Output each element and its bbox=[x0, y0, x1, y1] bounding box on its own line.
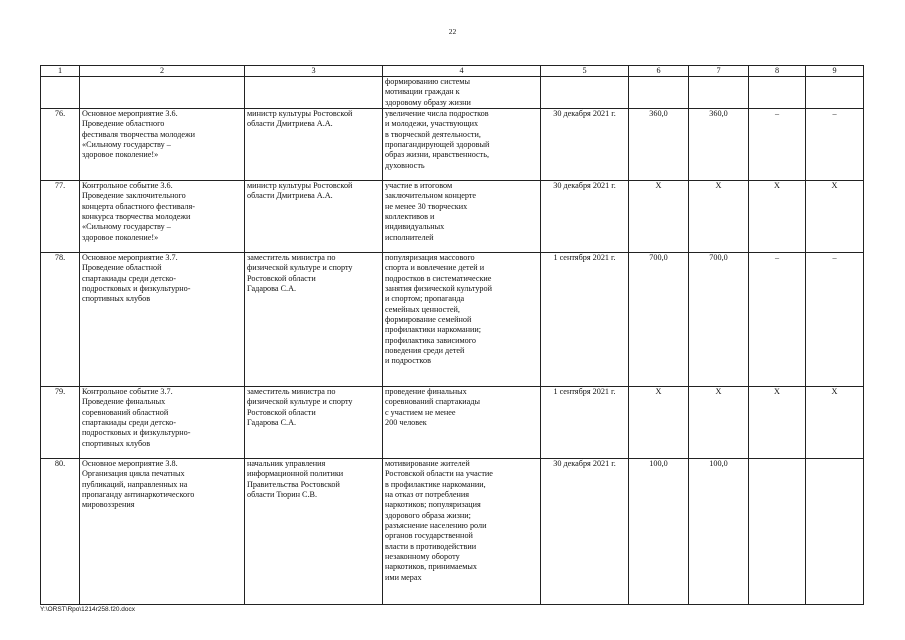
cell-text-line: соревнований областной bbox=[82, 407, 169, 417]
value-cell: 360,0 bbox=[629, 109, 689, 181]
cell-text-line: Проведение финальных bbox=[82, 397, 166, 407]
responsible-cell bbox=[245, 181, 383, 253]
responsible-cell bbox=[245, 387, 383, 459]
cell-text-line: подростковых и физкультурно- bbox=[82, 284, 191, 294]
activity-name-cell bbox=[80, 253, 245, 387]
cell-text-line: незаконному обороту bbox=[385, 552, 460, 562]
cell-text-line: пропагандирующей здоровый bbox=[385, 140, 490, 150]
row-number-cell: 79. bbox=[41, 387, 80, 459]
cell-text-line: подростковых и физкультурно- bbox=[82, 428, 191, 438]
responsible-cell bbox=[245, 459, 383, 605]
file-path-footer: Y:\ORST\Rpo\1214r258.f20.docx bbox=[40, 606, 136, 613]
row-number-cell bbox=[41, 77, 80, 109]
cell-text-line: 200 человек bbox=[385, 418, 427, 428]
value-cell: Х bbox=[749, 387, 806, 459]
row-number-cell: 78. bbox=[41, 253, 80, 387]
cell-text-line: пропаганду антинаркотического bbox=[82, 490, 195, 500]
cell-text-line: образ жизни, нравственность, bbox=[385, 150, 490, 160]
deadline-cell bbox=[541, 77, 629, 109]
cell-text-line: и спортом; пропаганда bbox=[385, 294, 465, 304]
result-cell bbox=[383, 253, 541, 387]
cell-text-line: спорта и вовлечение детей и bbox=[385, 263, 485, 273]
cell-text-line: мотивирование жителей bbox=[385, 459, 470, 469]
cell-text-line: исполнителей bbox=[385, 232, 434, 242]
responsible-cell bbox=[245, 77, 383, 109]
cell-text-line: Контрольное событие 3.7. bbox=[82, 387, 173, 397]
cell-text-line: спартакиады среди детско- bbox=[82, 273, 176, 283]
value-cell bbox=[629, 77, 689, 109]
cell-text-line: спортивных клубов bbox=[82, 294, 151, 304]
header-row bbox=[41, 66, 864, 77]
column-header: 2 bbox=[80, 66, 245, 77]
value-cell bbox=[689, 77, 749, 109]
deadline-cell: 30 декабря 2021 г. bbox=[541, 109, 629, 181]
value-cell: Х bbox=[689, 181, 749, 253]
page-number: 22 bbox=[448, 27, 457, 36]
cell-text-line: и молодежи, участвующих bbox=[385, 119, 479, 129]
value-cell: – bbox=[806, 109, 864, 181]
cell-text-line: здоровому образу жизни bbox=[385, 97, 471, 107]
value-cell: 700,0 bbox=[629, 253, 689, 387]
cell-text-line: начальник управления bbox=[247, 459, 326, 469]
cell-text-line: Основное мероприятие 3.8. bbox=[82, 459, 178, 469]
row-number-cell: 80. bbox=[41, 459, 80, 605]
cell-text-line: Ростовской области bbox=[247, 273, 316, 283]
cell-text-line: спартакиады среди детско- bbox=[82, 418, 176, 428]
cell-text-line: Организация цикла печатных bbox=[82, 469, 185, 479]
cell-text-line: здорового образа жизни; bbox=[385, 510, 471, 520]
activities-table bbox=[40, 65, 864, 605]
table-row bbox=[41, 181, 864, 253]
result-cell bbox=[383, 181, 541, 253]
cell-text-line: семейных ценностей, bbox=[385, 304, 460, 314]
cell-text-line: наркотиков; популяризация bbox=[385, 500, 481, 510]
deadline-cell: 30 декабря 2021 г. bbox=[541, 459, 629, 605]
cell-text-line: мировоззрения bbox=[82, 500, 135, 510]
column-header: 3 bbox=[245, 66, 383, 77]
cell-text-line: профилактики наркомании; bbox=[385, 325, 481, 335]
cell-text-line: Проведение областного bbox=[82, 119, 165, 129]
value-cell: Х bbox=[629, 181, 689, 253]
cell-text-line: физической культуре и спорту bbox=[247, 397, 353, 407]
cell-text-line: ими мерах bbox=[385, 572, 422, 582]
cell-text-line: министр культуры Ростовской bbox=[247, 181, 353, 191]
cell-text-line: в профилактике наркомании, bbox=[385, 479, 486, 489]
cell-text-line: концерта областного фестиваля- bbox=[82, 201, 195, 211]
cell-text-line: органов государственной bbox=[385, 531, 473, 541]
cell-text-line: конкурса творчества молодежи bbox=[82, 212, 191, 222]
cell-text-line: с участием не менее bbox=[385, 407, 456, 417]
value-cell: Х bbox=[629, 387, 689, 459]
activity-name-cell bbox=[80, 77, 245, 109]
activity-name-cell bbox=[80, 459, 245, 605]
cell-text-line: формирование семейной bbox=[385, 315, 472, 325]
table-row bbox=[41, 109, 864, 181]
table-row bbox=[41, 459, 864, 605]
cell-text-line: Гадарова С.А. bbox=[247, 418, 297, 428]
cell-text-line: публикаций, направленных на bbox=[82, 479, 188, 489]
value-cell: 360,0 bbox=[689, 109, 749, 181]
responsible-cell bbox=[245, 109, 383, 181]
cell-text-line: духовность bbox=[385, 160, 425, 170]
cell-text-line: спортивных клубов bbox=[82, 438, 151, 448]
value-cell: – bbox=[749, 109, 806, 181]
deadline-cell: 1 сентября 2021 г. bbox=[541, 253, 629, 387]
column-header: 8 bbox=[749, 66, 806, 77]
cell-text-line: Контрольное событие 3.6. bbox=[82, 181, 173, 191]
cell-text-line: области Дмитриева А.А. bbox=[247, 191, 333, 201]
cell-text-line: здоровое поколение!» bbox=[82, 150, 159, 160]
cell-text-line: на отказ от потребления bbox=[385, 490, 469, 500]
result-cell bbox=[383, 459, 541, 605]
cell-text-line: Ростовской области bbox=[247, 407, 316, 417]
value-cell bbox=[806, 459, 864, 605]
cell-text-line: заключительном концерте bbox=[385, 191, 477, 201]
cell-text-line: области Тюрин С.В. bbox=[247, 490, 318, 500]
value-cell: Х bbox=[806, 181, 864, 253]
cell-text-line: власти в противодействии bbox=[385, 541, 477, 551]
cell-text-line: и подростков bbox=[385, 356, 431, 366]
cell-text-line: «Сильному государству – bbox=[82, 140, 171, 150]
activity-name-cell bbox=[80, 109, 245, 181]
cell-text-line: подростков в систематические bbox=[385, 273, 492, 283]
value-cell: – bbox=[749, 253, 806, 387]
cell-text-line: в творческой деятельности, bbox=[385, 129, 481, 139]
cell-text-line: увеличение числа подростков bbox=[385, 109, 489, 119]
column-header: 9 bbox=[806, 66, 864, 77]
cell-text-line: не менее 30 творческих bbox=[385, 201, 468, 211]
cell-text-line: разъяснение населению роли bbox=[385, 521, 487, 531]
cell-text-line: коллективов и bbox=[385, 212, 435, 222]
cell-text-line: Проведение заключительного bbox=[82, 191, 186, 201]
value-cell: – bbox=[806, 253, 864, 387]
cell-text-line: заместитель министра по bbox=[247, 387, 336, 397]
activity-name-cell bbox=[80, 387, 245, 459]
column-header: 1 bbox=[41, 66, 80, 77]
cell-text-line: участие в итоговом bbox=[385, 181, 453, 191]
cell-text-line: информационной политики bbox=[247, 469, 344, 479]
table-row bbox=[41, 77, 864, 109]
cell-text-line: области Дмитриева А.А. bbox=[247, 119, 333, 129]
cell-text-line: «Сильному государству – bbox=[82, 222, 171, 232]
cell-text-line: Гадарова С.А. bbox=[247, 284, 297, 294]
deadline-cell: 30 декабря 2021 г. bbox=[541, 181, 629, 253]
value-cell: 700,0 bbox=[689, 253, 749, 387]
activity-name-cell bbox=[80, 181, 245, 253]
value-cell bbox=[749, 459, 806, 605]
cell-text-line: заместитель министра по bbox=[247, 253, 336, 263]
cell-text-line: популяризация массового bbox=[385, 253, 475, 263]
cell-text-line: профилактика зависимого bbox=[385, 335, 476, 345]
cell-text-line: Основное мероприятие 3.7. bbox=[82, 253, 178, 263]
column-header: 5 bbox=[541, 66, 629, 77]
cell-text-line: министр культуры Ростовской bbox=[247, 109, 353, 119]
cell-text-line: соревнований спартакиады bbox=[385, 397, 480, 407]
value-cell: Х bbox=[689, 387, 749, 459]
result-cell bbox=[383, 387, 541, 459]
column-header: 4 bbox=[383, 66, 541, 77]
deadline-cell: 1 сентября 2021 г. bbox=[541, 387, 629, 459]
cell-text-line: Правительства Ростовской bbox=[247, 479, 340, 489]
row-number-cell: 77. bbox=[41, 181, 80, 253]
value-cell: 100,0 bbox=[629, 459, 689, 605]
cell-text-line: наркотиков, принимаемых bbox=[385, 562, 478, 572]
cell-text-line: проведение финальных bbox=[385, 387, 467, 397]
cell-text-line: физической культуре и спорту bbox=[247, 263, 353, 273]
value-cell: 100,0 bbox=[689, 459, 749, 605]
value-cell bbox=[806, 77, 864, 109]
cell-text-line: Проведение областной bbox=[82, 263, 162, 273]
result-cell bbox=[383, 109, 541, 181]
column-header: 6 bbox=[629, 66, 689, 77]
cell-text-line: фестиваля творчества молодежи bbox=[82, 129, 196, 139]
column-header: 7 bbox=[689, 66, 749, 77]
cell-text-line: здоровое поколение!» bbox=[82, 232, 159, 242]
cell-text-line: Основное мероприятие 3.6. bbox=[82, 109, 178, 119]
cell-text-line: индивидуальных bbox=[385, 222, 445, 232]
value-cell: Х bbox=[806, 387, 864, 459]
table-row bbox=[41, 387, 864, 459]
cell-text-line: формированию системы bbox=[385, 77, 470, 86]
responsible-cell bbox=[245, 253, 383, 387]
table-row bbox=[41, 253, 864, 387]
value-cell bbox=[749, 77, 806, 109]
cell-text-line: поведения среди детей bbox=[385, 346, 465, 356]
cell-text-line: мотивации граждан к bbox=[385, 87, 460, 97]
cell-text-line: Ростовской области на участие bbox=[385, 469, 493, 479]
result-cell bbox=[383, 77, 541, 109]
row-number-cell: 76. bbox=[41, 109, 80, 181]
cell-text-line: занятия физической культурой bbox=[385, 284, 492, 294]
value-cell: Х bbox=[749, 181, 806, 253]
